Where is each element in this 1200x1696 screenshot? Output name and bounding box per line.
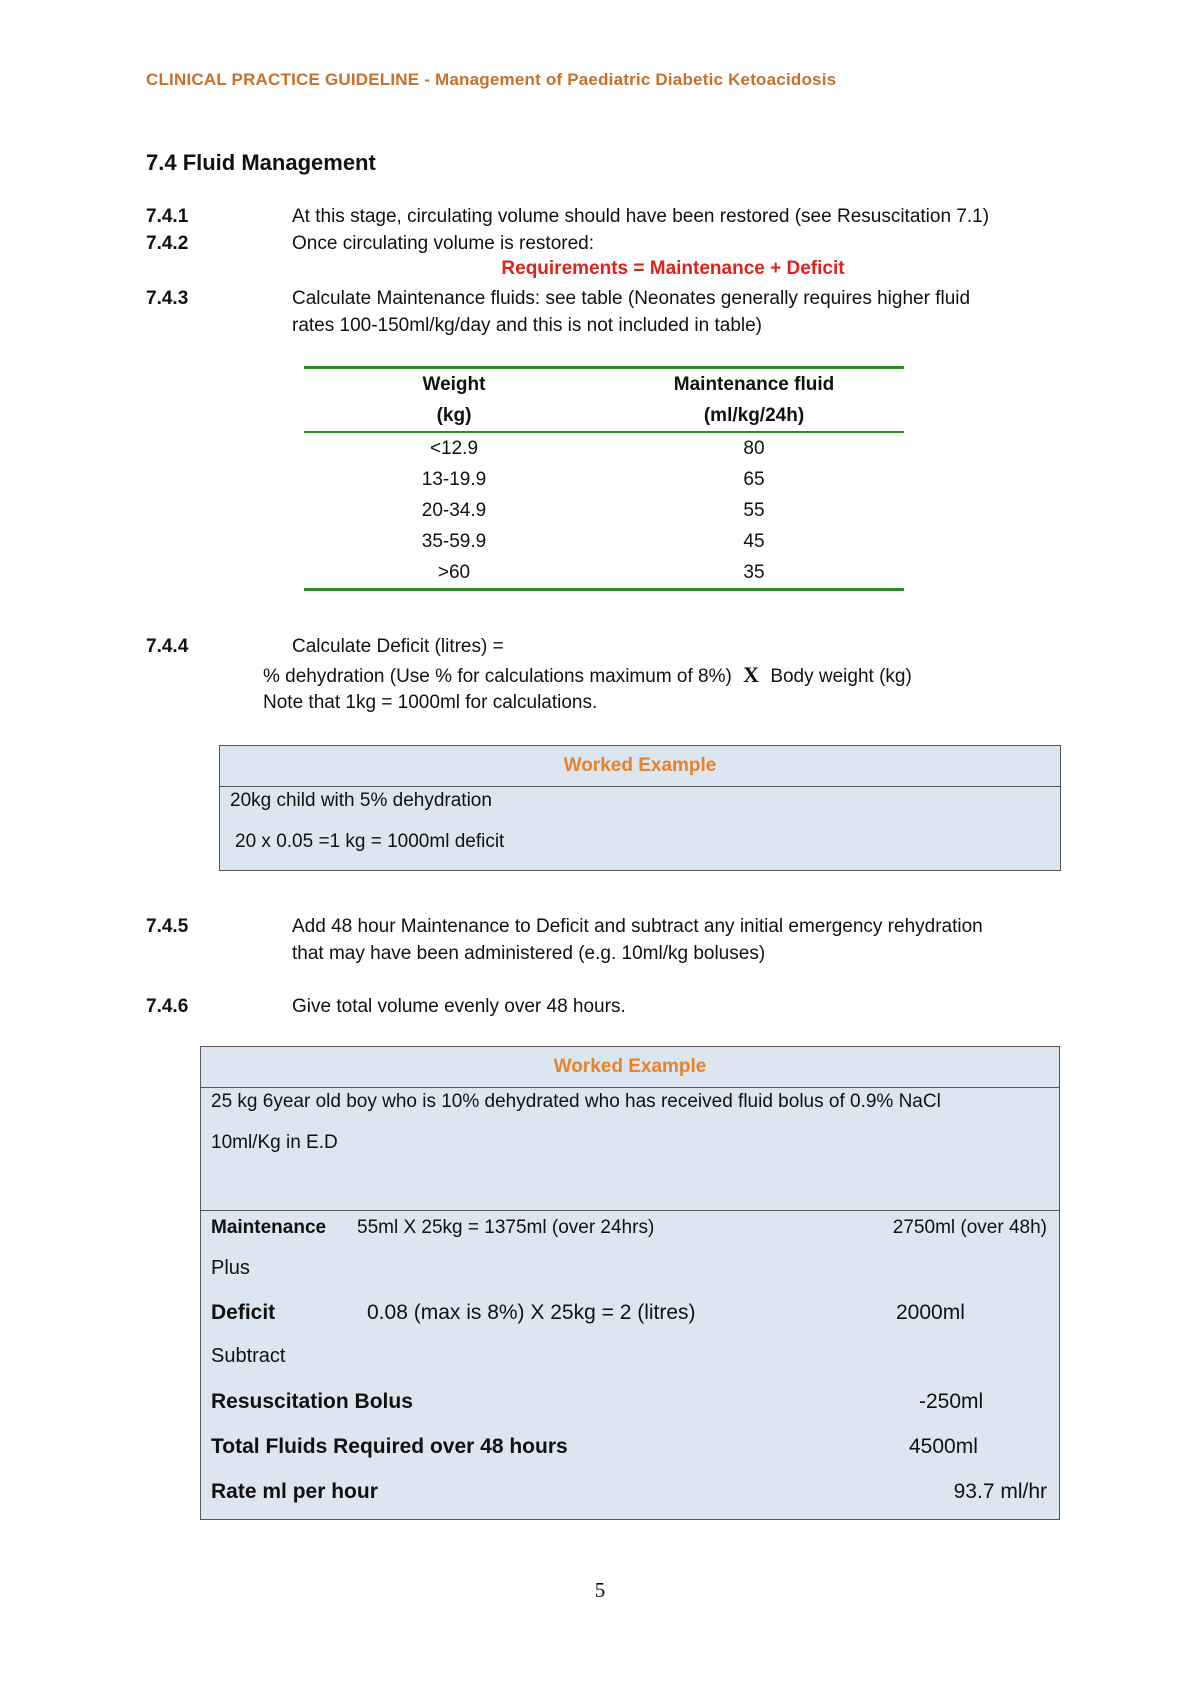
fluid-cell: 45 — [743, 531, 765, 552]
subtract-label: Subtract — [211, 1345, 286, 1367]
maintenance-label: Maintenance — [211, 1217, 327, 1238]
item-text: Calculate Deficit (litres) = — [292, 636, 504, 657]
deficit-calc: 0.08 (max is 8%) X 25kg = 2 (litres) — [367, 1301, 696, 1324]
table-row — [304, 557, 904, 588]
fluid-cell: 65 — [743, 469, 765, 490]
table-row — [304, 526, 904, 557]
total-label: Total Fluids Required over 48 hours — [211, 1435, 568, 1458]
rate-value: 93.7 ml/hr — [953, 1480, 1047, 1503]
bolus-value: -250ml — [919, 1390, 984, 1413]
total-value: 4500ml — [909, 1435, 978, 1458]
deficit-formula — [263, 662, 912, 688]
maintenance-calc: 55ml X 25kg = 1375ml (over 24hrs) — [357, 1217, 655, 1238]
example-line: 20kg child with 5% dehydration — [230, 790, 492, 811]
worked-example-box — [200, 1046, 1060, 1520]
example-intro: 10ml/Kg in E.D — [211, 1132, 338, 1153]
fluid-cell: 55 — [743, 500, 765, 521]
weight-cell: 35-59.9 — [421, 531, 487, 552]
maintenance-total: 2750ml (over 48h) — [892, 1217, 1047, 1238]
rate-label: Rate ml per hour — [211, 1480, 378, 1503]
conversion-note: Note that 1kg = 1000ml for calculations. — [263, 692, 598, 713]
plus-label: Plus — [211, 1257, 250, 1279]
table-row — [304, 433, 904, 464]
item-text: Calculate Maintenance fluids: see table (Neonates generally requires higher fluid — [292, 288, 971, 309]
worked-example-box — [219, 745, 1061, 871]
weight-cell: 13-19.9 — [421, 469, 487, 490]
formula-part: % dehydration (Use % for calculations maximum of 8%) — [263, 666, 732, 687]
item-number: 7.4.5 — [146, 916, 189, 937]
worked-example-title: Worked Example — [201, 1047, 1059, 1088]
requirements-formula: Requirements = Maintenance + Deficit — [501, 258, 845, 279]
table-row — [304, 495, 904, 526]
item-number: 7.4.2 — [146, 233, 189, 254]
bolus-label: Resuscitation Bolus — [211, 1390, 413, 1413]
item-number: 7.4.6 — [146, 996, 189, 1017]
example-line: 20 x 0.05 =1 kg = 1000ml deficit — [235, 831, 505, 852]
fluid-cell: 80 — [743, 438, 765, 459]
item-number: 7.4.1 — [146, 206, 189, 227]
table-header-row — [304, 400, 904, 431]
table-row — [304, 464, 904, 495]
fluid-cell: 35 — [743, 562, 765, 583]
item-text: rates 100-150ml/kg/day and this is not included in table) — [292, 315, 762, 336]
item-number: 7.4.4 — [146, 636, 189, 657]
item-text: that may have been administered (e.g. 10ml/kg boluses) — [292, 943, 766, 964]
item-text: Once circulating volume is restored: — [292, 233, 595, 254]
column-header: (kg) — [436, 405, 472, 426]
column-header: Weight — [422, 374, 486, 395]
table-header-row — [304, 369, 904, 400]
item-text: At this stage, circulating volume should have been restored (see Resuscitation 7.1) — [292, 206, 990, 227]
deficit-total: 2000ml — [896, 1301, 965, 1324]
item-text: Give total volume evenly over 48 hours. — [292, 996, 626, 1017]
maintenance-table — [304, 366, 904, 591]
formula-part: Body weight (kg) — [770, 666, 912, 687]
item-text: Add 48 hour Maintenance to Deficit and subtract any initial emergency rehydration — [292, 916, 983, 937]
running-header: CLINICAL PRACTICE GUIDELINE - Management of Paediatric Diabetic Ketoacidosis — [146, 70, 837, 89]
worked-example-title: Worked Example — [220, 746, 1060, 787]
divider — [201, 1210, 1059, 1211]
table-rule — [304, 588, 904, 591]
section-title: 7.4 Fluid Management — [146, 150, 376, 175]
column-header: (ml/kg/24h) — [703, 405, 805, 426]
column-header: Maintenance fluid — [673, 374, 835, 395]
item-number: 7.4.3 — [146, 288, 189, 309]
weight-cell: >60 — [437, 562, 471, 583]
weight-cell: <12.9 — [429, 438, 479, 459]
multiply-sign: X — [743, 662, 760, 687]
weight-cell: 20-34.9 — [421, 500, 487, 521]
example-intro: 25 kg 6year old boy who is 10% dehydrated who has received fluid bolus of 0.9% NaCl — [211, 1091, 941, 1112]
deficit-label: Deficit — [211, 1301, 276, 1324]
page-number: 5 — [594, 1578, 606, 1602]
